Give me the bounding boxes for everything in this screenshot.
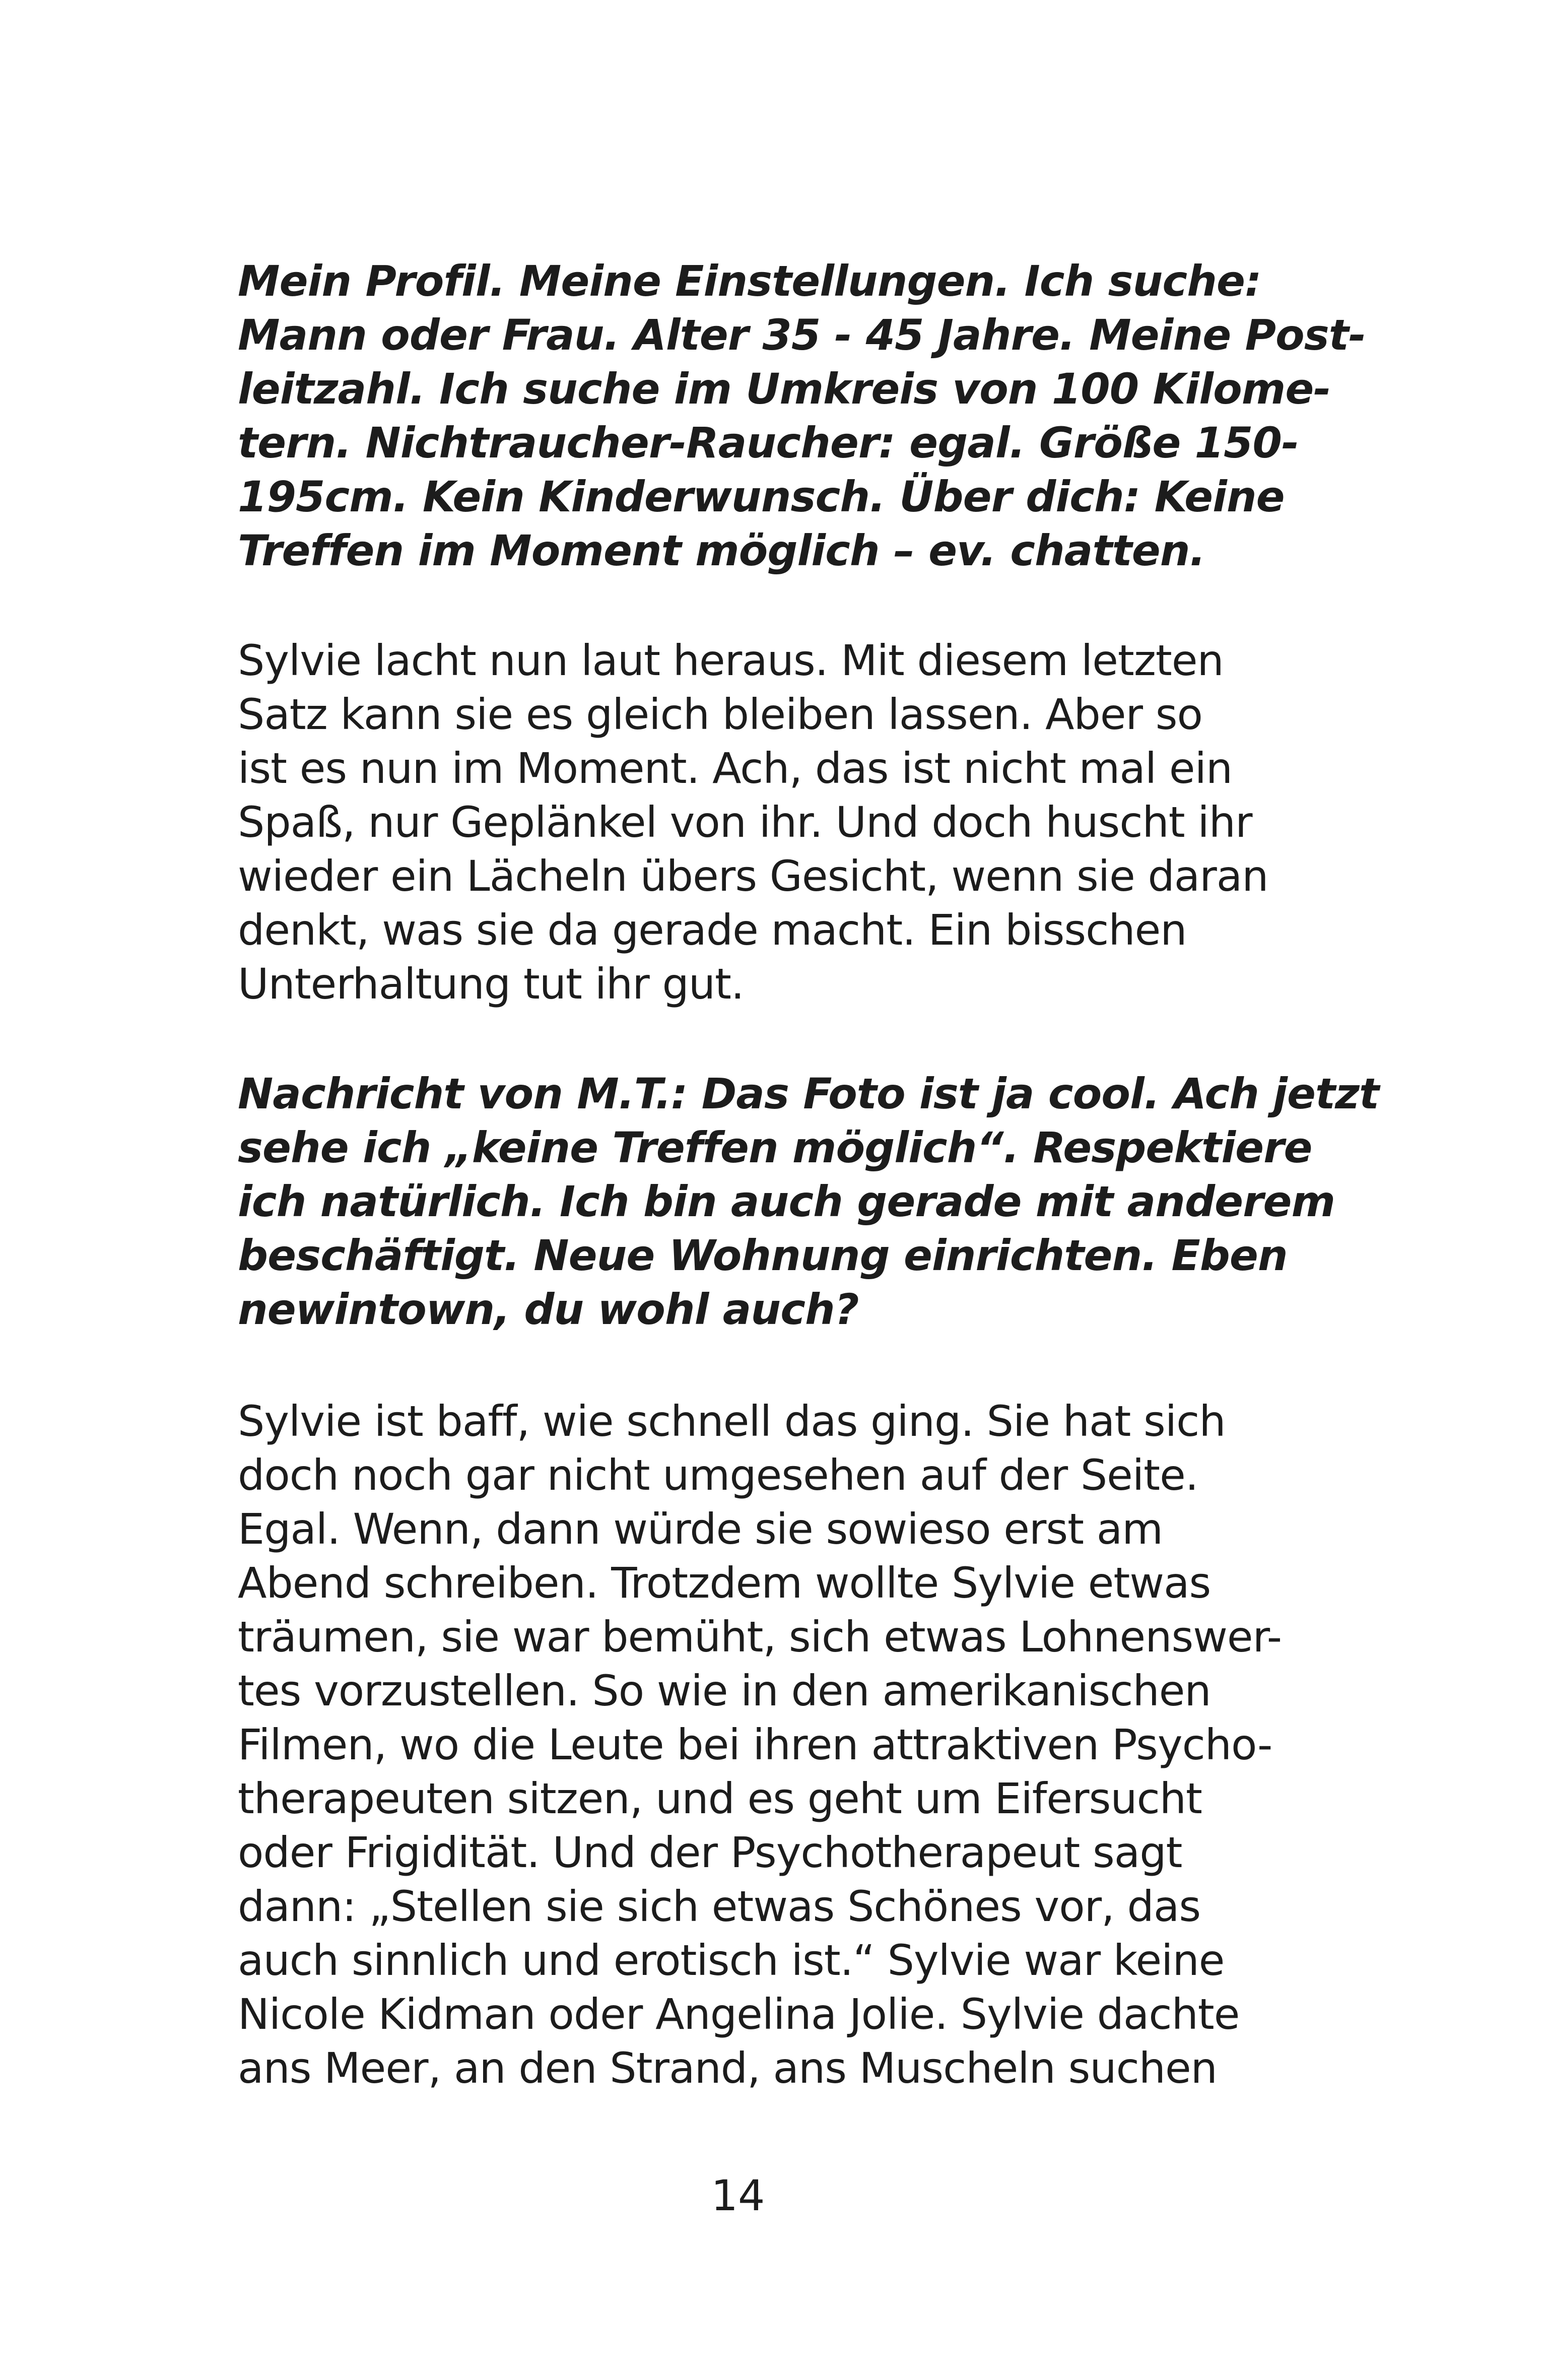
text-line: tes vorzustellen. So wie in den amerikanischen: [238, 1666, 1211, 1715]
text-line: leitzahl. Ich suche im Umkreis von 100 Kilome-: [238, 364, 1331, 414]
text-line: Abend schreiben. Trotzdem wollte Sylvie etwas: [238, 1558, 1211, 1608]
text-line: newintown, du wohl auch?: [238, 1285, 859, 1334]
text-line: therapeuten sitzen, und es geht um Eifersucht: [238, 1774, 1202, 1823]
text-line: Spaß, nur Geplänkel von ihr. Und doch huscht ihr: [238, 798, 1252, 847]
text-line: ich natürlich. Ich bin auch gerade mit anderem: [238, 1177, 1335, 1226]
text-line: Mein Profil. Meine Einstellungen. Ich suche:: [238, 256, 1261, 306]
text-line: Mann oder Frau. Alter 35 - 45 Jahre. Meine Post-: [238, 310, 1366, 360]
text-line: Treffen im Moment möglich – ev. chatten.: [238, 526, 1205, 575]
text-line: Satz kann sie es gleich bleiben lassen. Aber so: [238, 690, 1202, 739]
text-line: wieder ein Lächeln übers Gesicht, wenn sie daran: [238, 851, 1268, 901]
text-line: tern. Nichtraucher-Raucher: egal. Größe 150-: [238, 418, 1299, 468]
text-line: dann: „Stellen sie sich etwas Schönes vor, das: [238, 1882, 1201, 1931]
text-line: Nicole Kidman oder Angelina Jolie. Sylvie dachte: [238, 1990, 1240, 2039]
text-line: sehe ich „keine Treffen möglich“. Respektiere: [238, 1123, 1312, 1172]
text-line: Egal. Wenn, dann würde sie sowieso erst am: [238, 1504, 1163, 1554]
chat-message-excerpt: [238, 1067, 1379, 1337]
chat-profile-excerpt: [238, 254, 1366, 578]
text-line: träumen, sie war bemüht, sich etwas Lohnenswer-: [238, 1612, 1282, 1662]
text-line: auch sinnlich und erotisch ist.“ Sylvie war keine: [238, 1936, 1225, 1985]
text-line: oder Frigidität. Und der Psychotherapeut sagt: [238, 1828, 1182, 1877]
text-line: Sylvie lacht nun laut heraus. Mit diesem letzten: [238, 636, 1224, 685]
text-line: Unterhaltung tut ihr gut.: [238, 959, 744, 1009]
text-line: ist es nun im Moment. Ach, das ist nicht mal ein: [238, 744, 1233, 793]
text-line: 195cm. Kein Kinderwunsch. Über dich: Keine: [238, 472, 1285, 521]
text-line: denkt, was sie da gerade macht. Ein bisschen: [238, 905, 1187, 955]
text-line: Nachricht von M.T.: Das Foto ist ja cool. Ach jetzt: [238, 1069, 1379, 1118]
narrative-paragraph: [238, 1395, 1336, 2095]
text-line: Filmen, wo die Leute bei ihren attraktiven Psycho-: [238, 1720, 1272, 1769]
page-number: 14: [711, 2171, 765, 2220]
text-line: doch noch gar nicht umgesehen auf der Seite.: [238, 1450, 1198, 1500]
text-line: Sylvie ist baff, wie schnell das ging. Sie hat sich: [238, 1397, 1226, 1446]
text-line: ans Meer, an den Strand, ans Muscheln suchen: [238, 2043, 1217, 2093]
text-line: beschäftigt. Neue Wohnung einrichten. Eben: [238, 1231, 1288, 1280]
narrative-paragraph: [238, 634, 1336, 1011]
